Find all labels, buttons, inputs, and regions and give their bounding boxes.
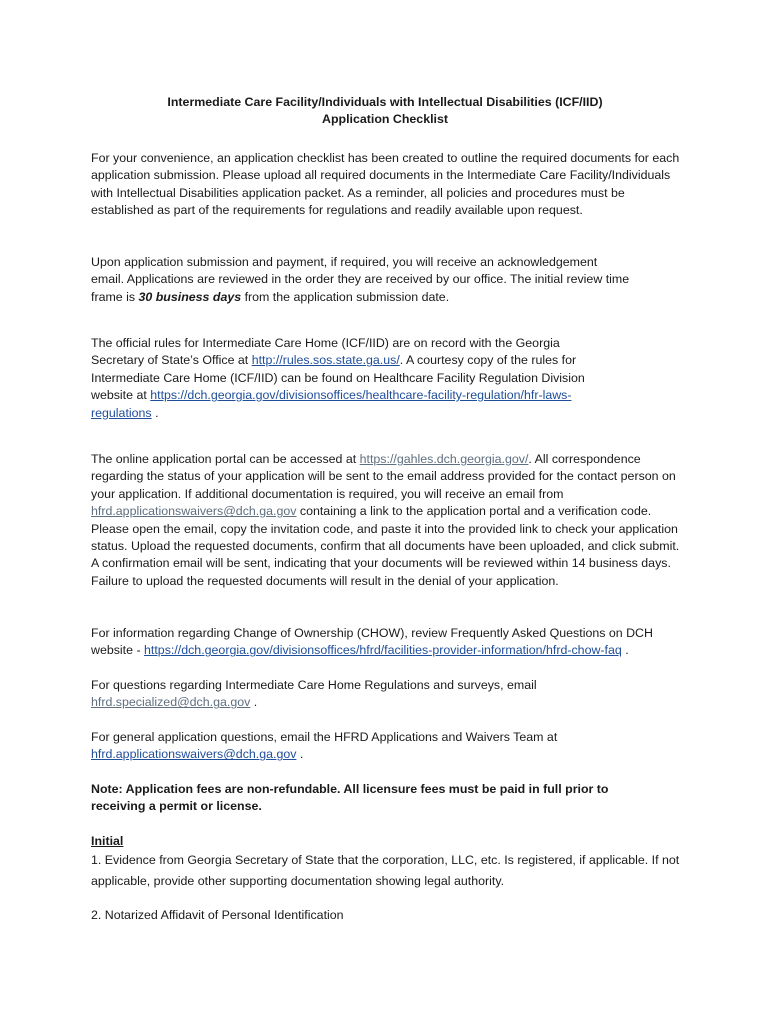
- checklist-item-1: 1. Evidence from Georgia Secretary of State that the corporation, LLC, etc. Is registered, if applicable. If not applicable, provide other supporting documentation showing legal authority.: [91, 853, 680, 888]
- chow-text-end: .: [621, 643, 629, 658]
- document-title: [0, 94, 770, 129]
- intro-paragraph: For your convenience, an application checklist has been created to outline the required documents for each application submission. Please upload all required documents in the Intermediate Care Facility/Individuals with Intellectual Disabilities application packet. As a reminder, all policies and procedures must be established as part of the requirements for regulations and readily available upon request.: [91, 151, 680, 218]
- portal-text-3: containing a link to the application portal and a verification code. Please open the email, copy the invitation code, and paste it into the provided link to check your application status. Upload the requested documents, confirm that all documents have been uploaded, and click submit. A confirmation email will be sent, indicating that your documents will be reviewed within 14 business days. Failure to upload the requested documents will result in the denial of your application.: [91, 504, 680, 588]
- hfr-laws-regulations-link[interactable]: https://dch.georgia.gov/divisionsoffices/healthcare-facility-regulation/hfr-laws-regulations: [91, 388, 572, 420]
- rules-text: The official rules for Intermediate Care Home (ICF/IID) are on record with the Georgia Secretary of State’s Office at: [91, 336, 560, 368]
- general-text-end: .: [296, 747, 304, 762]
- general-email-link[interactable]: hfrd.applicationswaivers@dch.ga.gov: [91, 747, 297, 762]
- ack-text: Upon application submission and payment, if required, you will receive an acknowledgement email. Applications are reviewed in the order they are received by our office. The initial review time frame is: [91, 255, 630, 304]
- title-line-2: Application Checklist: [322, 112, 448, 127]
- ack-text-end: from the application submission date.: [241, 289, 450, 304]
- sos-rules-link[interactable]: http://rules.sos.state.ga.us/: [251, 353, 400, 368]
- rules-text-3: .: [151, 405, 159, 420]
- portal-text: The online application portal can be accessed at: [91, 452, 360, 466]
- specialized-email-link[interactable]: hfrd.specialized@dch.ga.gov: [91, 695, 251, 710]
- checklist-item-2: 2. Notarized Affidavit of Personal Identification: [91, 908, 344, 922]
- chow-paragraph: [91, 625, 681, 660]
- regulations-text-end: .: [250, 695, 258, 710]
- applications-waivers-email-link[interactable]: hfrd.applicationswaivers@dch.ga.gov: [91, 504, 297, 519]
- fees-note: Note: Application fees are non-refundable. All licensure fees must be paid in full prior to receiving a permit or license.: [91, 782, 609, 814]
- rules-text-2: . A courtesy copy of the rules for Intermediate Care Home (ICF/IID) can be found on Healthcare Facility Regulation Division website at: [91, 353, 585, 403]
- acknowledgement-paragraph: [91, 254, 631, 306]
- initial-heading: Initial: [91, 834, 124, 848]
- portal-paragraph: [91, 451, 681, 590]
- chow-text: For information regarding Change of Ownership (CHOW), review Frequently Asked Questions on DCH website -: [91, 626, 653, 658]
- portal-text-2: . All correspondence regarding the status of your application will be sent to the email address provided for the contact person on your application. If additional documentation is required, you will receive an email from: [91, 452, 676, 501]
- title-line-1: Intermediate Care Facility/Individuals with Intellectual Disabilities (ICF/IID): [167, 95, 603, 109]
- rules-paragraph: [91, 335, 611, 422]
- general-questions-paragraph: [91, 729, 591, 764]
- application-portal-link[interactable]: https://gahles.dch.georgia.gov/: [359, 452, 529, 466]
- regulations-paragraph: [91, 677, 571, 712]
- general-text: For general application questions, email the HFRD Applications and Waivers Team at: [91, 730, 558, 744]
- chow-faq-link[interactable]: https://dch.georgia.gov/divisionsoffices/hfrd/facilities-provider-information/hfrd-chow-faq: [144, 643, 622, 658]
- review-time-frame: 30 business days: [138, 289, 242, 304]
- regulations-text: For questions regarding Intermediate Care Home Regulations and surveys, email: [91, 678, 537, 692]
